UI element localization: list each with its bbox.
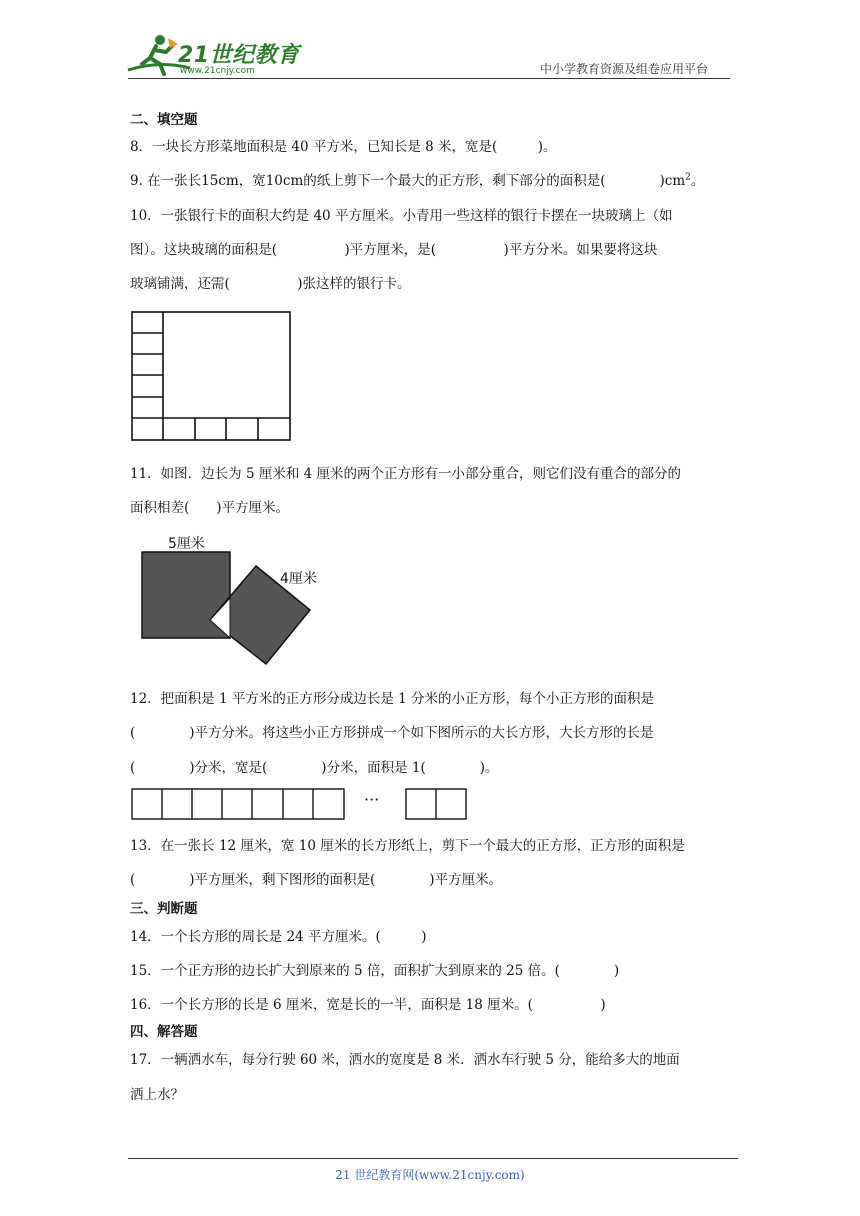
question-14: 14．一个长方形的周长是 24 平方厘米。( ) — [130, 929, 427, 945]
section-judge-title: 三、判断题 — [130, 901, 198, 917]
footer-text: 21 世纪教育网(www.21cnjy.com) — [335, 1168, 525, 1182]
question-10-line-3: 玻璃铺满，还需( )张这样的银行卡。 — [130, 276, 411, 292]
logo-text: 21世纪教育 — [178, 43, 300, 68]
section-fill-title: 二、填空题 — [130, 112, 198, 128]
header-divider — [128, 78, 730, 79]
glass-cards-figure — [130, 310, 292, 442]
header-platform-text: 中小学教育资源及组卷应用平台 — [540, 62, 709, 76]
small-squares-row-figure — [130, 787, 470, 821]
footer-divider — [128, 1158, 738, 1159]
question-17-line-1: 17．一辆洒水车，每分行驶 60 米，洒水的宽度是 8 米．洒水车行驶 5 分，能给多大的地面 — [130, 1052, 680, 1068]
section-answer-title: 四、解答题 — [130, 1024, 198, 1040]
question-12-line-1: 12．把面积是 1 平方米的正方形分成边长是 1 分米的小正方形，每个小正方形的面积是 — [130, 691, 655, 707]
overlapping-squares-figure — [138, 548, 318, 672]
question-13-line-1: 13．在一张长 12 厘米，宽 10 厘米的长方形纸上，剪下一个最大的正方形，正方形的面积是 — [130, 838, 685, 854]
ellipsis: ··· — [364, 790, 380, 809]
label-5cm: 5厘米 — [168, 536, 205, 552]
question-15: 15．一个正方形的边长扩大到原来的 5 倍，面积扩大到原来的 25 倍。( ) — [130, 963, 620, 979]
label-4cm: 4厘米 — [280, 571, 317, 587]
question-10-line-2: 图）。这块玻璃的面积是( )平方厘米，是( )平方分米。如果要将这块 — [130, 242, 658, 258]
question-16: 16．一个长方形的长是 6 厘米，宽是长的一半，面积是 18 厘米。( ) — [130, 997, 606, 1013]
question-13-line-2: ( )平方厘米，剩下图形的面积是( )平方厘米。 — [130, 872, 503, 888]
question-11-line-1: 11．如图．边长为 5 厘米和 4 厘米的两个正方形有一小部分重合，则它们没有重合的部分的 — [130, 466, 682, 482]
question-8: 8．一块长方形菜地面积是 40 平方米，已知长是 8 米，宽是( )。 — [130, 139, 557, 155]
question-11-line-2: 面积相差( )平方厘米。 — [130, 500, 290, 516]
question-9: 9. 在一张长15cm，宽10cm的纸上剪下一个最大的正方形，剩下部分的面积是( )$cm^2$。 — [130, 172, 705, 189]
question-12-line-3: ( )分米，宽是( )分米，面积是 1( )。 — [130, 760, 499, 776]
logo-url: www.21cnjy.com — [180, 66, 255, 76]
question-12-line-2: ( )平方分米。将这些小正方形拼成一个如下图所示的大长方形，大长方形的长是 — [130, 725, 654, 741]
question-17-line-2: 洒上水？ — [130, 1087, 184, 1103]
question-10-line-1: 10．一张银行卡的面积大约是 40 平方厘米。小青用一些这样的银行卡摆在一块玻璃上（如 — [130, 208, 673, 224]
